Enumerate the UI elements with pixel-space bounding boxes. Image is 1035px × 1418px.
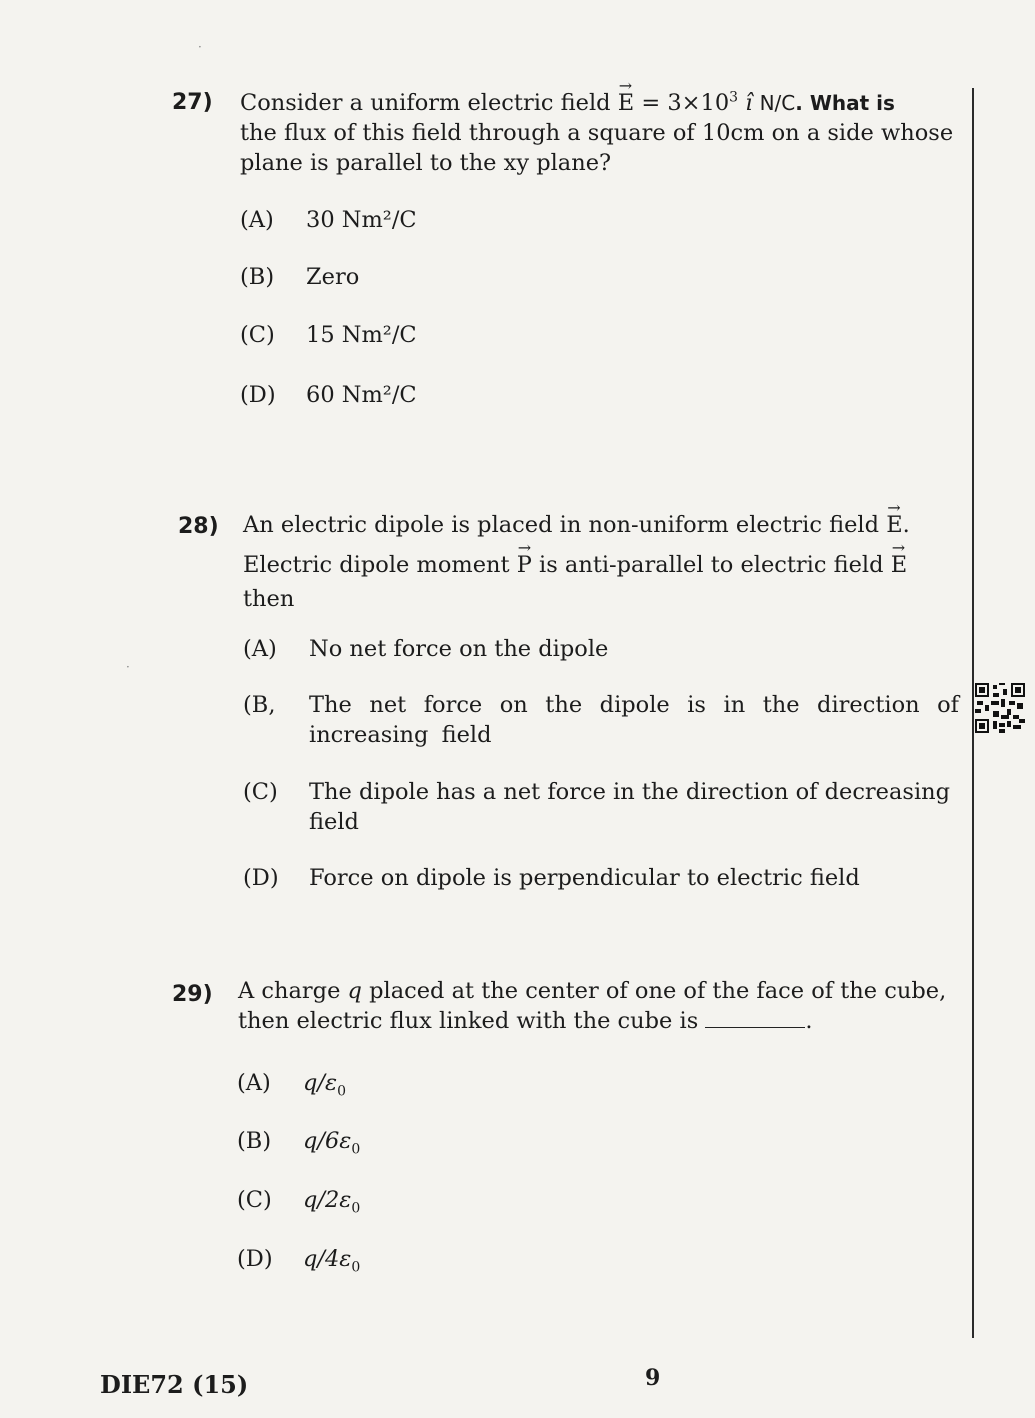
q27-field-value: = 3×10 [641,90,730,116]
scan-mark: · [198,40,202,54]
page-number: 9 [645,1365,661,1391]
option-text: 60 Nm²/C [306,382,417,408]
question-28-text: An electric dipole is placed in non-uniform electric field → E. Electric dipole moment → P is anti-parallel to electric field → E then [243,505,963,625]
q28-line3: then [243,586,295,612]
option-label: (D) [237,1246,273,1272]
option-subscript: 0 [351,1141,361,1158]
question-27-text [240,88,960,178]
option-text: 15 Nm²/C [306,322,417,348]
q27-text-part1: Consider a uniform electric field [240,90,611,116]
q29-line1-a: A charge [238,978,341,1004]
option-label: (A) [243,636,277,662]
q29-charge-symbol: q [347,978,362,1004]
question-29-text: A charge q placed at the center of one of the face of the cube, then electric flux linked with the cube is . [238,978,947,1034]
option-text [303,1244,360,1274]
option-text-main: q/ε [303,1070,338,1096]
option-label: (B) [240,264,275,290]
option-label: (D) [240,382,276,408]
option-text: 30 Nm²/C [306,207,417,233]
option-subscript: 0 [351,1259,361,1276]
option-label: (C) [240,322,275,348]
q27-text-part2: . What is [795,91,895,115]
option-text: Zero [306,264,360,290]
question-29-number: 29) [172,982,213,1007]
option-text-main: q/2ε [303,1187,352,1213]
q28-line2-b: is anti-parallel to electric field [539,552,884,578]
q27-unit-vector: î [745,90,753,116]
option-text-main: q/4ε [303,1246,352,1272]
q28-line2-a: Electric dipole moment [243,552,510,578]
option-text: Force on dipole is perpendicular to electric field [309,865,860,891]
q27-line3: plane is parallel to the xy plane? [240,150,612,176]
q28-moment-symbol: → P [517,545,532,585]
question-27-number: 27) [172,90,213,115]
option-subscript: 0 [351,1200,361,1217]
q28-line1: An electric dipole is placed in non-uniform electric field [243,512,880,538]
option-label: (A) [240,207,274,233]
option-text [303,1068,346,1098]
option-label: (A) [237,1070,271,1096]
question-28-number: 28) [178,514,219,539]
q28-field-symbol-2: → E [891,545,907,585]
q27-field-symbol: → E [618,88,634,118]
option-text [303,1185,360,1215]
q27-field-exp: 3 [729,89,739,106]
answer-blank[interactable] [705,1009,805,1028]
option-subscript: 0 [337,1083,346,1100]
option-label: (C) [237,1187,272,1213]
option-label: (B) [237,1128,272,1154]
q27-field-unit: N/C [759,91,796,115]
option-text: The net force on the dipole is in the direction of increasing field [309,692,959,748]
option-text [303,1126,360,1156]
scan-mark: · [126,660,130,674]
option-text: No net force on the dipole [309,636,609,662]
option-label: (D) [243,865,279,891]
option-label: (B, [243,692,276,718]
q28-field-symbol: → E [886,505,902,545]
option-text-main: q/6ε [303,1128,352,1154]
margin-line [972,88,974,1338]
q29-line2: then electric flux linked with the cube is [238,1008,699,1034]
q27-line2: the flux of this field through a square of 10cm on a side whose [240,120,954,146]
option-label: (C) [243,779,278,805]
paper-code: DIE72 (15) [100,1370,249,1399]
q29-line1-b: placed at the center of one of the face of the cube, [369,978,947,1004]
qr-code-icon [975,683,1025,733]
option-text: The dipole has a net force in the direction of decreasing field [309,779,951,835]
